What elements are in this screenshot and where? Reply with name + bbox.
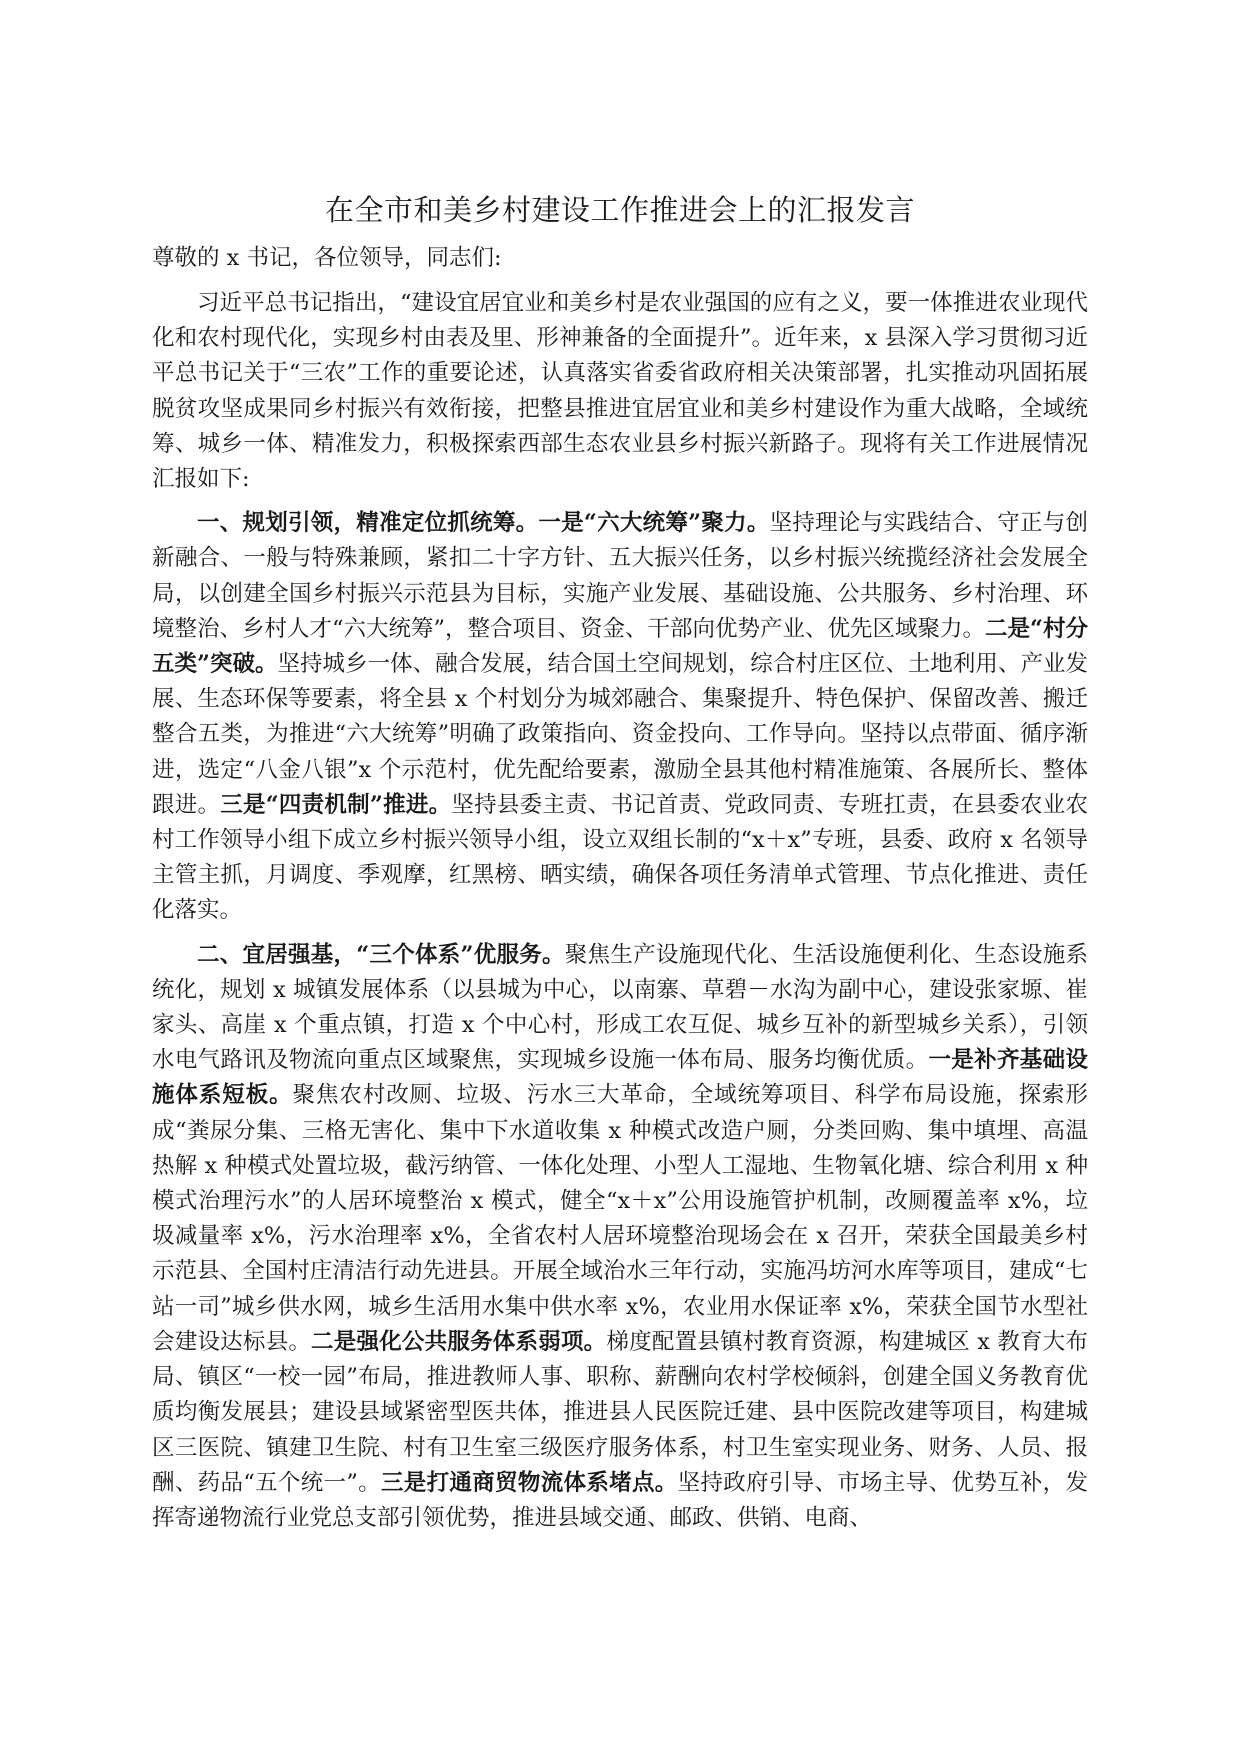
- section-1-sub-3-text: 坚持县委主责、书记首责、党政同责、专班扛责，在县委农业农村工作领导小组下成立乡村振兴领导小组，设立双组长制的“x＋x”专班，县委、政府 x 名领导主管主抓，月调度、季观摩，红黑榜、晒实绩，确保各项任务清单式管理、节点化推进、责任化落实。: [152, 791, 1088, 924]
- section-2-sub-3-text: 坚持政府引导、市场主导、优势互补，发挥寄递物流行业党总支部引领优势，推进县域交通、邮政、供销、电商、: [152, 1469, 1088, 1531]
- section-2-paragraph: [152, 938, 1088, 1536]
- section-1-heading: 一、规划引领，精准定位抓统筹。: [197, 510, 539, 537]
- salutation: 尊敬的 x 书记，各位领导，同志们:: [152, 245, 502, 271]
- section-1-sub-1-label: 一是“六大统筹”聚力。: [538, 510, 770, 537]
- section-1-sub-1-text: 坚持理论与实践结合、守正与创新融合、一般与特殊兼顾，紧扣二十字方针、五大振兴任务，以乡村振兴统揽经济社会发展全局，以创建全国乡村振兴示范县为目标，实施产业发展、基础设施、公共服务、乡村治理、环境整治、乡村人才“六大统筹”，整合项目、资金、干部向优势产业、优先区域聚力。: [152, 510, 1088, 642]
- section-2-lead-text: 聚焦生产设施现代化、生活设施便利化、生态设施系统化，规划 x 城镇发展体系（以县城为中心，以南寨、草碧－水沟为副中心，建设张家塬、崔家头、高崖 x 个重点镇，打造 x 个中心村，形成工农互促、城乡互补的新型城乡关系），引领水电气路讯及物流向重点区域聚焦，实现城乡设施一体布局、服务均衡优质。: [152, 941, 1088, 1074]
- section-1-sub-2-label: 二是“村分五类”突破。: [152, 615, 1088, 678]
- section-2-sub-2-label: 二是强化公共服务体系弱项。: [311, 1328, 607, 1355]
- section-1-sub-2-text: 坚持城乡一体、融合发展，结合国土空间规划，综合村庄区位、土地利用、产业发展、生态环保等要素，将全县 x 个村划分为城郊融合、集聚提升、特色保护、保留改善、搬迁整合五类，为推进“六大统筹”明确了政策指向、资金投向、工作导向。坚持以点带面、循序渐进，选定“八金八银”x 个示范村，优先配给要素，激励全县其他村精准施策、各展所长、整体跟进。: [152, 651, 1088, 818]
- section-2-sub-1-label: 一是补齐基础设施体系短板。: [152, 1047, 1088, 1109]
- section-2-sub-3-label: 三是打通商贸物流体系堵点。: [380, 1469, 678, 1496]
- intro-paragraph: 习近平总书记指出，“建设宜居宜业和美乡村是农业强国的应有之义，要一体推进农业现代化和农村现代化，实现乡村由表及里、形神兼备的全面提升”。近年来，x 县深入学习贯彻习近平总书记关于“三农”工作的重要论述，认真落实省委省政府相关决策部署，扎实推动巩固拓展脱贫攻坚成果同乡村振兴有效衔接，把整县推进宜居宜业和美乡村建设作为重大战略，全域统筹、城乡一体、精准发力，积极探索西部生态农业县乡村振兴新路子。现将有关工作进展情况汇报如下:: [152, 290, 1088, 493]
- document-page: [152, 190, 1088, 1545]
- section-1-sub-3-label: 三是“四责机制”推进。: [220, 791, 452, 818]
- section-1-paragraph: [152, 506, 1088, 928]
- section-2-heading: 二、宜居强基，“三个体系”优服务。: [197, 941, 565, 968]
- section-2-sub-1-text: 聚焦农村改厕、垃圾、污水三大革命，全域统筹项目、科学布局设施，探索形成“粪尿分集、三格无害化、集中下水道收集 x 种模式改造户厕，分类回购、集中填埋、高温热解 x 种模式处置垃圾，截污纳管、一体化处理、小型人工湿地、生物氧化塘、综合利用 x 种模式治理污水”的人居环境整治 x 模式，健全“x＋x”公用设施管护机制，改厕覆盖率 x%，垃圾减量率 x%，污水治理率 x%，全省农村人居环境整治现场会在 x 召开，荣获全国最美乡村示范县、全国村庄清洁行动先进县。开展全域治水三年行动，实施冯坊河水库等项目，建成“七站一司”城乡供水网，城乡生活用水集中供水率 x%，农业用水保证率 x%，荣获全国节水型社会建设达标县。: [152, 1082, 1088, 1355]
- section-2-sub-2-text: 梯度配置县镇村教育资源，构建城区 x 教育大布局、镇区“一校一园”布局，推进教师人事、职称、薪酬向农村学校倾斜，创建全国义务教育优质均衡发展县；建设县域紧密型医共体，推进县人民医院迁建、县中医院改建等项目，构建城区三医院、镇建卫生院、村有卫生室三级医疗服务体系，村卫生室实现业务、财务、人员、报酬、药品“五个统一”。: [152, 1328, 1088, 1496]
- document-title: 在全市和美乡村建设工作推进会上的汇报发言: [324, 193, 915, 227]
